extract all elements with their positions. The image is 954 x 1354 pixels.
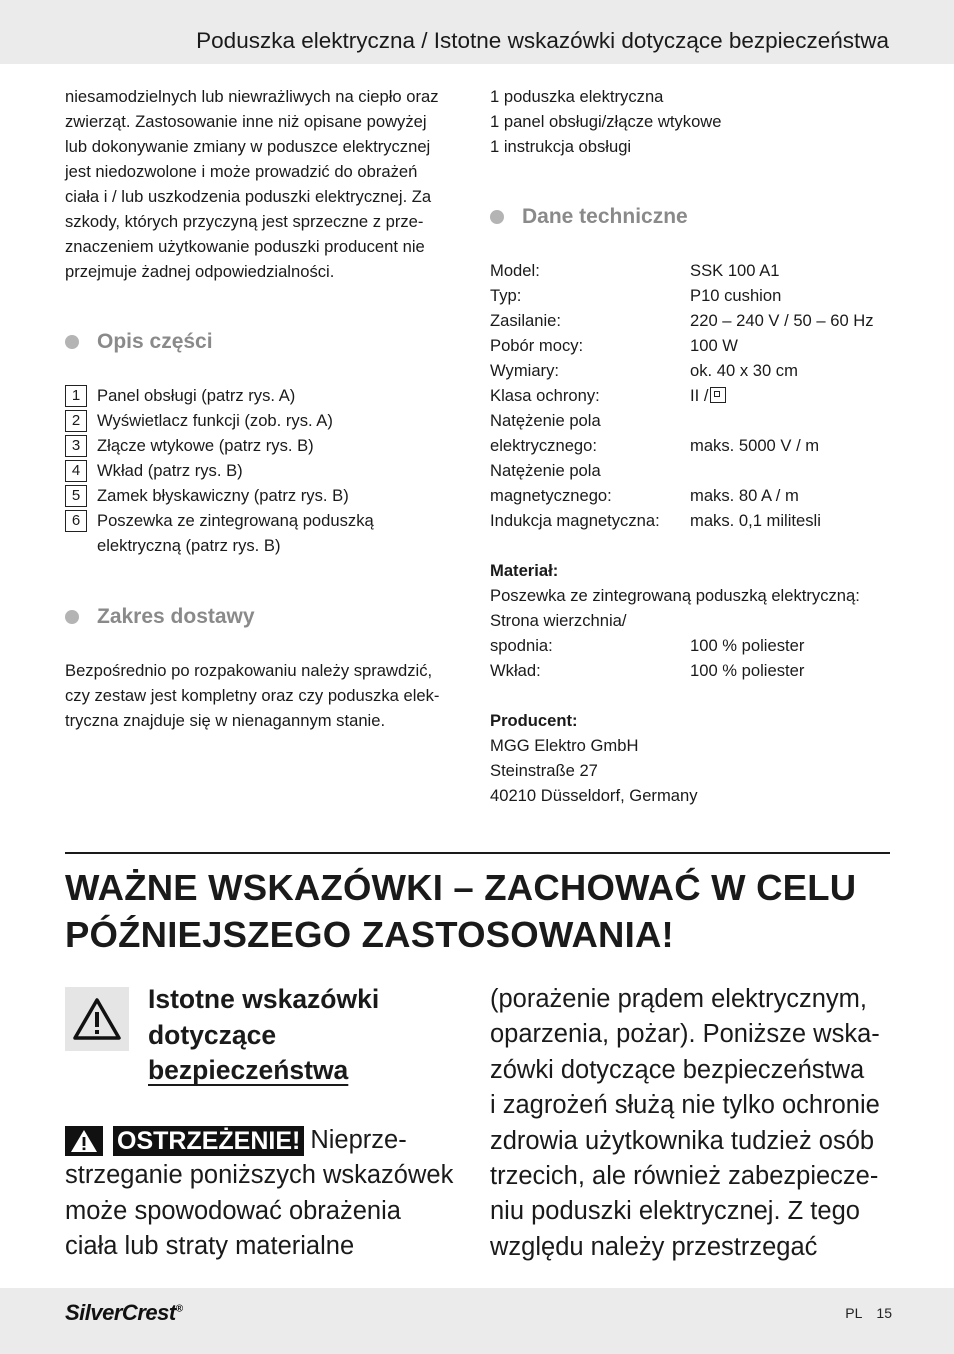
safety-text-line: względu należy przestrzegać xyxy=(490,1232,818,1261)
safety-heading-line: dotyczące xyxy=(148,1019,277,1050)
material-title: Materiał: xyxy=(490,561,559,580)
spec-row xyxy=(490,433,874,458)
parts-list-item xyxy=(65,433,465,458)
brand-mark: ® xyxy=(175,1303,183,1315)
safety-text-line: i zagrożeń służą nie tylko ochronie xyxy=(490,1091,880,1120)
intro-line: niesamodzielnych lub niewrażliwych na ciepło oraz xyxy=(65,87,439,106)
spec-key: Natężenie pola xyxy=(490,461,601,480)
warning-triangle-icon xyxy=(65,987,129,1051)
spec-value: SSK 100 A1 xyxy=(690,261,780,280)
part-label: Złącze wtykowe (patrz rys. B) xyxy=(97,436,314,455)
producer-title: Producent: xyxy=(490,711,578,730)
material-line: Poszewka ze zintegrowaną poduszką elektryczną: xyxy=(490,586,860,605)
spec-row xyxy=(490,458,874,483)
content-item: 1 poduszka elektryczna xyxy=(490,87,664,106)
parts-list-item xyxy=(65,408,465,433)
section-divider xyxy=(65,852,890,854)
material-key: Wkład: xyxy=(490,661,541,680)
spec-key: Klasa ochrony: xyxy=(490,386,600,405)
header-bar xyxy=(0,0,954,64)
spec-value: maks. 0,1 militesli xyxy=(690,511,821,530)
spec-key: Pobór mocy: xyxy=(490,336,584,355)
part-label: Wkład (patrz rys. B) xyxy=(97,461,243,480)
important-title xyxy=(65,864,895,958)
parts-list-item xyxy=(65,483,465,508)
material-value: 100 % poliester xyxy=(690,636,805,655)
tech-section-heading xyxy=(490,205,688,229)
spec-value: 220 – 240 V / 50 – 60 Hz xyxy=(690,311,874,330)
spec-row xyxy=(490,333,874,358)
part-label: Poszewka ze zintegrowaną poduszką xyxy=(97,511,374,530)
parts-list-item xyxy=(65,508,465,558)
brand-name: SilverCrest xyxy=(65,1300,176,1325)
intro-line: przejmuje żadnej odpowiedzialności. xyxy=(65,262,335,281)
warning-text-line: Nieprze- xyxy=(310,1126,407,1154)
safety-text-line: zdrowia użytkownika tudzież osób xyxy=(490,1126,875,1155)
spec-value: maks. 80 A / m xyxy=(690,486,799,505)
part-number: 3 xyxy=(65,435,87,457)
intro-line: szkody, których przyczyną jest sprzeczne z prze- xyxy=(65,212,424,231)
safety-text-line: niu poduszki elektrycznej. Z tego xyxy=(490,1197,860,1226)
material-block xyxy=(490,558,860,683)
delivery-line: czy zestaw jest kompletny oraz czy poduszka elek- xyxy=(65,686,440,705)
warning-text-line: strzeganie poniższych wskazówek xyxy=(65,1161,454,1190)
bullet-icon xyxy=(65,610,79,624)
parts-section-heading xyxy=(65,330,213,354)
part-label: Wyświetlacz funkcji (zob. rys. A) xyxy=(97,411,333,430)
warning-paragraph xyxy=(65,1123,465,1264)
spec-value: ok. 40 x 30 cm xyxy=(690,361,798,380)
producer-line: 40210 Düsseldorf, Germany xyxy=(490,786,698,805)
safety-heading-line: Istotne wskazówki xyxy=(148,984,380,1014)
package-contents xyxy=(490,84,890,159)
spec-value: II / xyxy=(690,386,709,405)
important-title-line: WAŻNE WSKAZÓWKI – ZACHOWAĆ W CELU xyxy=(65,867,857,908)
protection-class-icon xyxy=(710,387,726,403)
producer-line: MGG Elektro GmbH xyxy=(490,736,639,755)
spec-key: Typ: xyxy=(490,286,522,305)
warning-icon xyxy=(65,1126,103,1156)
part-label: Zamek błyskawiczny (patrz rys. B) xyxy=(97,486,349,505)
parts-list-item xyxy=(65,458,465,483)
safety-text-line: oparzenia, pożar). Poniższe wska- xyxy=(490,1020,880,1049)
page-header-title: Poduszka elektryczna / Istotne wskazówki dotyczące bezpieczeństwa xyxy=(196,28,889,53)
intro-line: ciała i / lub uszkodzenia poduszki elektrycznej. Za xyxy=(65,187,432,206)
spec-key: Zasilanie: xyxy=(490,311,562,330)
spec-row xyxy=(490,483,874,508)
page-info xyxy=(845,1305,892,1321)
delivery-line: tryczna znajduje się w nienagannym stanie. xyxy=(65,711,386,730)
spec-row xyxy=(490,383,874,408)
parts-list xyxy=(65,383,465,558)
spec-value: 100 W xyxy=(690,336,738,355)
intro-line: lub dokonywanie zmiany w poduszce elektrycznej xyxy=(65,137,431,156)
safety-paragraph xyxy=(490,982,910,1265)
producer-block xyxy=(490,708,698,808)
spec-value: P10 cushion xyxy=(690,286,782,305)
part-label: Panel obsługi (patrz rys. A) xyxy=(97,386,296,405)
warning-text-line: może spowodować obrażenia xyxy=(65,1196,401,1225)
delivery-text xyxy=(65,658,465,733)
delivery-line: Bezpośrednio po rozpakowaniu należy sprawdzić, xyxy=(65,661,433,680)
spec-key: elektrycznego: xyxy=(490,436,597,455)
brand-logo xyxy=(65,1300,183,1326)
producer-line: Steinstraße 27 xyxy=(490,761,598,780)
warning-label: OSTRZEŻENIE! xyxy=(113,1126,304,1156)
part-number: 6 xyxy=(65,510,87,532)
part-label: elektryczną (patrz rys. B) xyxy=(97,536,281,555)
intro-text xyxy=(65,84,460,284)
material-value: 100 % poliester xyxy=(690,661,805,680)
spec-key: Wymiary: xyxy=(490,361,559,380)
important-title-line: PÓŹNIEJSZEGO ZASTOSOWANIA! xyxy=(65,914,674,955)
spec-row xyxy=(490,258,874,283)
spec-row xyxy=(490,508,874,533)
spec-key: magnetycznego: xyxy=(490,486,612,505)
language-code: PL xyxy=(845,1305,863,1321)
safety-heading xyxy=(148,982,458,1089)
spec-row xyxy=(490,408,874,433)
part-number: 1 xyxy=(65,385,87,407)
delivery-heading-text: Zakres dostawy xyxy=(97,605,255,628)
material-key: spodnia: xyxy=(490,636,553,655)
safety-text-line: zówki dotyczące bezpieczeństwa xyxy=(490,1055,865,1084)
part-number: 5 xyxy=(65,485,87,507)
spec-row xyxy=(490,308,874,333)
material-line: Strona wierzchnia/ xyxy=(490,611,627,630)
spec-key: Indukcja magnetyczna: xyxy=(490,511,660,530)
intro-line: znaczeniem użytkowanie poduszki producent nie xyxy=(65,237,425,256)
parts-heading-text: Opis części xyxy=(97,330,213,353)
safety-text-line: (porażenie prądem elektrycznym, xyxy=(490,985,867,1013)
spec-key: Natężenie pola xyxy=(490,411,601,430)
tech-heading-text: Dane techniczne xyxy=(522,205,688,228)
spec-key: Model: xyxy=(490,261,540,280)
warning-text-line: ciała lub straty materialne xyxy=(65,1231,355,1260)
bullet-icon xyxy=(65,335,79,349)
material-row xyxy=(490,658,860,683)
part-number: 2 xyxy=(65,410,87,432)
page-number: 15 xyxy=(876,1305,892,1321)
bullet-icon xyxy=(490,210,504,224)
spec-table xyxy=(490,258,874,533)
material-row xyxy=(490,633,860,658)
spec-row xyxy=(490,283,874,308)
spec-value: maks. 5000 V / m xyxy=(690,436,820,455)
safety-heading-line: bezpieczeństwa xyxy=(148,1055,349,1085)
delivery-section-heading xyxy=(65,605,255,629)
content-item: 1 instrukcja obsługi xyxy=(490,137,632,156)
part-number: 4 xyxy=(65,460,87,482)
spec-row xyxy=(490,358,874,383)
parts-list-item xyxy=(65,383,465,408)
intro-line: zwierząt. Zastosowanie inne niż opisane powyżej xyxy=(65,112,427,131)
content-item: 1 panel obsługi/złącze wtykowe xyxy=(490,112,722,131)
intro-line: jest niedozwolone i może prowadzić do obrażeń xyxy=(65,162,418,181)
safety-text-line: trzecich, ale również zabezpiecze- xyxy=(490,1162,879,1191)
